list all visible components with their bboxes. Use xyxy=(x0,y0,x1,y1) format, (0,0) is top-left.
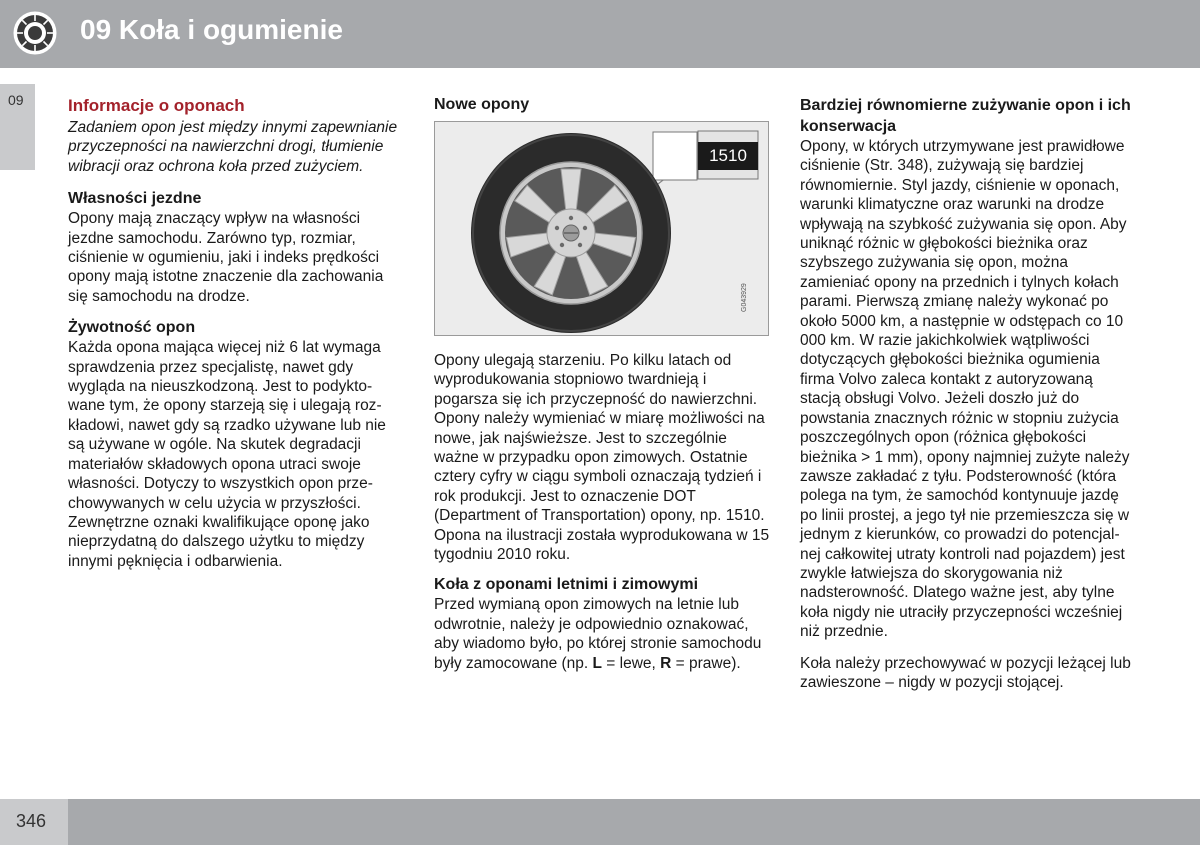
chapter-tab-label: 09 xyxy=(8,92,24,108)
subheading-summer-winter: Koła z oponami letnimi i zimowymi xyxy=(434,576,699,594)
page-footer xyxy=(0,799,1200,845)
section-title: Informacje o oponach xyxy=(68,96,245,115)
paragraph-storage: Koła należy przechowywać w pozycji leżącej lub zawieszone – nigdy w pozycji stojącej. xyxy=(800,654,1131,691)
wheel-illustration xyxy=(434,121,769,336)
chapter-tab xyxy=(0,84,35,170)
page-number: 346 xyxy=(16,811,47,831)
column-1 xyxy=(68,95,403,583)
paragraph-even-wear: Opony, w których utrzymywane jest prawidłowe ciśnienie (Str. 348), zużywają się bardziej równomiernie. Styl jazdy, ciśnienie w oponach, warunki klimatyczne oraz warunki na drodze wpływają na szybkość zużywania się opon. Aby uniknąć różnic w głębokości bieżnika oraz szybszego zużywania się opon, można zamieniać opony na przednich i tylnych kołach parami. Pierwszą zmianę należy wykonać po około 5000 km, a następnie w odstępach co 10 000 km. W razie jakichkolwiek wątpliwości dotyczących głębokości bieżnika ogumienia firma Volvo zaleca kontakt z autoryzowaną stacją obsługi Volvo. Jeżeli doszło już do powstania znacznych różnic w stopniu zużycia poszczególnych opon (różnica głębokości bieżnika > 1 mm), opony najmniej zużyte należy zawsze zakładać z tyłu. Podsterowność (która polega na tym, że samochód kontynuuje jazdę po linii prostej, a jego tył nie przemieszcza się w jednym z kierunków, co prowadzi do potencjalnej całkowitej utraty kontroli nad pojazdem) jest zwykle łatwiejsza do skorygowania niż nadsterowność. Dlatego ważne jest, aby tylne koła nigdy nie utraciły przyczepności wcześniej niż przednie. xyxy=(800,138,1130,641)
paragraph-tire-lifespan: Każda opona mająca więcej niż 6 lat wymaga sprawdzenia przez specjalistę, nawet gdy wygląda na nieuszkodzoną. Jest to podyktowane tym, że opony starzeją się i ulegają rozkładowi, nawet gdy są rzadko używane lub nie są używane w ogóle. Na skutek degradacji materiałów składowych opona utraci swoje własności. Dotyczy to wszystkich opon przechowywanych w celu użycia w przyszłości. Zewnętrzne oznaki kwalifikujące oponę jako nieprzydatną do dalszego użytku to między innymi pęknięcia i odbarwienia. xyxy=(68,339,386,570)
dot-code-callout: 1510 xyxy=(698,142,758,170)
subheading-new-tires: Nowe opony xyxy=(434,96,530,113)
subheading-even-wear: Bardziej równomierne zużywanie opon i ich konserwacja xyxy=(800,97,1131,135)
column-3 xyxy=(800,95,1135,704)
subheading-driving-properties: Własności jezdne xyxy=(68,190,202,208)
figure-code: G043929 xyxy=(741,283,748,312)
page-number-box xyxy=(0,799,68,845)
page-header xyxy=(0,0,1200,68)
column-2 xyxy=(434,95,774,685)
section-lead: Zadaniem opon jest między innymi zapewnianie przyczepności na nawierzchni drogi, tłumienie wibracji oraz ochrona koła przed zużyciem. xyxy=(68,119,398,175)
chapter-title: 09 Koła i ogumienie xyxy=(80,14,343,45)
paragraph-new-tires: Opony ulegają starzeniu. Po kilku latach od wyprodukowania stopniowo twardnieją i pogarsza się ich przyczepność do nawierzchni. Opony należy wymieniać w miarę możliwości na nowe, jak najświeższe. Jest to szczególnie ważne w przypadku opon zimowych. Ostatnie cztery cyfry w ciągu symboli oznaczają tydzień i rok produkcji. Jest to oznaczenie DOT (Department of Transportation) opony, np. 1510. Opona na ilustracji została wyprodukowana w 15 tygodniu 2010 roku. xyxy=(434,352,770,564)
paragraph-driving-properties: Opony mają znaczący wpływ na własności jezdne samochodu. Zarówno typ, rozmiar, ciśnienie w ogumieniu, jaki i indeks prędkości opony mają istotne znaczenie dla zachowania się samochodu na drodze. xyxy=(68,210,384,305)
tire-icon xyxy=(13,11,57,55)
subheading-tire-lifespan: Żywotność opon xyxy=(68,319,196,337)
paragraph-summer-winter: Przed wymianą opon zimowych na letnie lub odwrotnie, należy je odpowiednio oznakować, aby wiadomo było, po której stronie samochodu były zamocowane (np. L = lewe, R = prawe). xyxy=(434,596,762,672)
